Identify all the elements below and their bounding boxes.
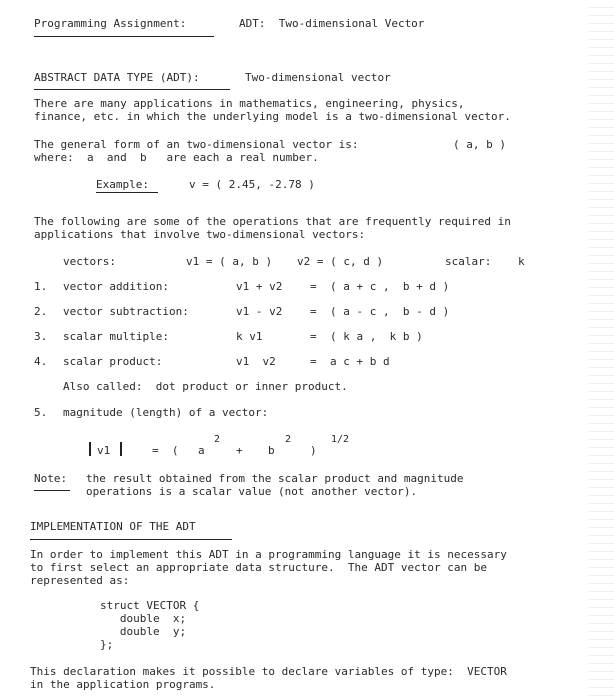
scan-noise-edge <box>588 0 614 700</box>
adt-value: Two-dimensional vector <box>245 71 391 84</box>
magnitude-v1: v1 <box>97 444 111 457</box>
adt-label: ABSTRACT DATA TYPE (ADT): <box>34 71 200 84</box>
operations-intro-line-2: applications that involve two-dimensional vectors: <box>34 228 366 241</box>
op-equals: = <box>310 330 317 343</box>
vector-v1: v1 = ( a, b ) <box>186 255 273 268</box>
op-name: vector subtraction: <box>63 305 189 318</box>
implementation-para-line-1: In order to implement this ADT in a programming language it is necessary <box>30 548 507 561</box>
op-expr: v1 - v2 <box>236 305 283 318</box>
magnitude-equals-paren: = ( <box>152 444 179 457</box>
op-result: ( a + c , b + d ) <box>330 280 450 293</box>
implementation-underline <box>30 539 232 540</box>
magnitude-number: 5. <box>34 406 48 419</box>
note-label: Note: <box>34 472 68 485</box>
implementation-para-line-2: to first select an appropriate data structure. The ADT vector can be <box>30 561 487 574</box>
general-form-line-2: where: a and b are each a real number. <box>34 151 319 164</box>
general-form-expr: ( a, b ) <box>453 138 506 151</box>
note-line-2: operations is a scalar value (not another vector). <box>86 485 418 498</box>
code-line: double y; <box>100 625 187 638</box>
op-number: 4. <box>34 355 48 368</box>
code-line: double x; <box>100 612 187 625</box>
op-number: 3. <box>34 330 48 343</box>
magnitude-b: b <box>268 444 275 457</box>
closing-line-1: This declaration makes it possible to declare variables of type: VECTOR <box>30 665 507 678</box>
op-result: ( k a , k b ) <box>330 330 423 343</box>
vectors-label: vectors: <box>63 255 116 268</box>
note-underline <box>34 490 70 491</box>
magnitude-name: magnitude (length) of a vector: <box>63 406 269 419</box>
op-number: 2. <box>34 305 48 318</box>
note-line-1: the result obtained from the scalar product and magnitude <box>86 472 464 485</box>
scalar-label: scalar: <box>445 255 492 268</box>
example-value: v = ( 2.45, -2.78 ) <box>189 178 315 191</box>
code-line: struct VECTOR { <box>100 599 200 612</box>
abs-bar-right <box>120 442 122 456</box>
adt-underline <box>34 89 230 90</box>
header-underline <box>34 36 214 37</box>
closing-line-2: in the application programs. <box>30 678 216 691</box>
exponent-half: 1/2 <box>331 434 350 445</box>
op-expr: v1 v2 <box>236 355 276 368</box>
op-equals: = <box>310 305 317 318</box>
op-equals: = <box>310 355 317 368</box>
scalar-value: k <box>518 255 525 268</box>
header-label: Programming Assignment: <box>34 17 187 30</box>
header-title: ADT: Two-dimensional Vector <box>239 17 425 30</box>
op-name: vector addition: <box>63 280 169 293</box>
implementation-para-line-3: represented as: <box>30 574 130 587</box>
op-result: a c + b d <box>330 355 390 368</box>
op-name: scalar product: <box>63 355 163 368</box>
also-called: Also called: dot product or inner product. <box>63 380 348 393</box>
magnitude-a: a <box>198 444 205 457</box>
op-expr: k v1 <box>236 330 263 343</box>
op-equals: = <box>310 280 317 293</box>
operations-intro-line-1: The following are some of the operations that are frequently required in <box>34 215 511 228</box>
magnitude-close-paren: ) <box>310 444 317 457</box>
op-expr: v1 + v2 <box>236 280 283 293</box>
vector-v2: v2 = ( c, d ) <box>297 255 384 268</box>
intro-line-1: There are many applications in mathematics, engineering, physics, <box>34 97 465 110</box>
abs-bar-left <box>89 442 91 456</box>
implementation-heading: IMPLEMENTATION OF THE ADT <box>30 520 196 533</box>
example-label: Example: <box>96 178 149 191</box>
op-result: ( a - c , b - d ) <box>330 305 450 318</box>
code-line: }; <box>100 638 114 651</box>
op-number: 1. <box>34 280 48 293</box>
exponent-b: 2 <box>285 434 292 445</box>
op-name: scalar multiple: <box>63 330 169 343</box>
intro-line-2: finance, etc. in which the underlying model is a two-dimensional vector. <box>34 110 511 123</box>
general-form-line-1: The general form of an two-dimensional vector is: <box>34 138 359 151</box>
magnitude-plus: + <box>236 444 243 457</box>
exponent-a: 2 <box>214 434 221 445</box>
example-underline <box>96 192 158 193</box>
